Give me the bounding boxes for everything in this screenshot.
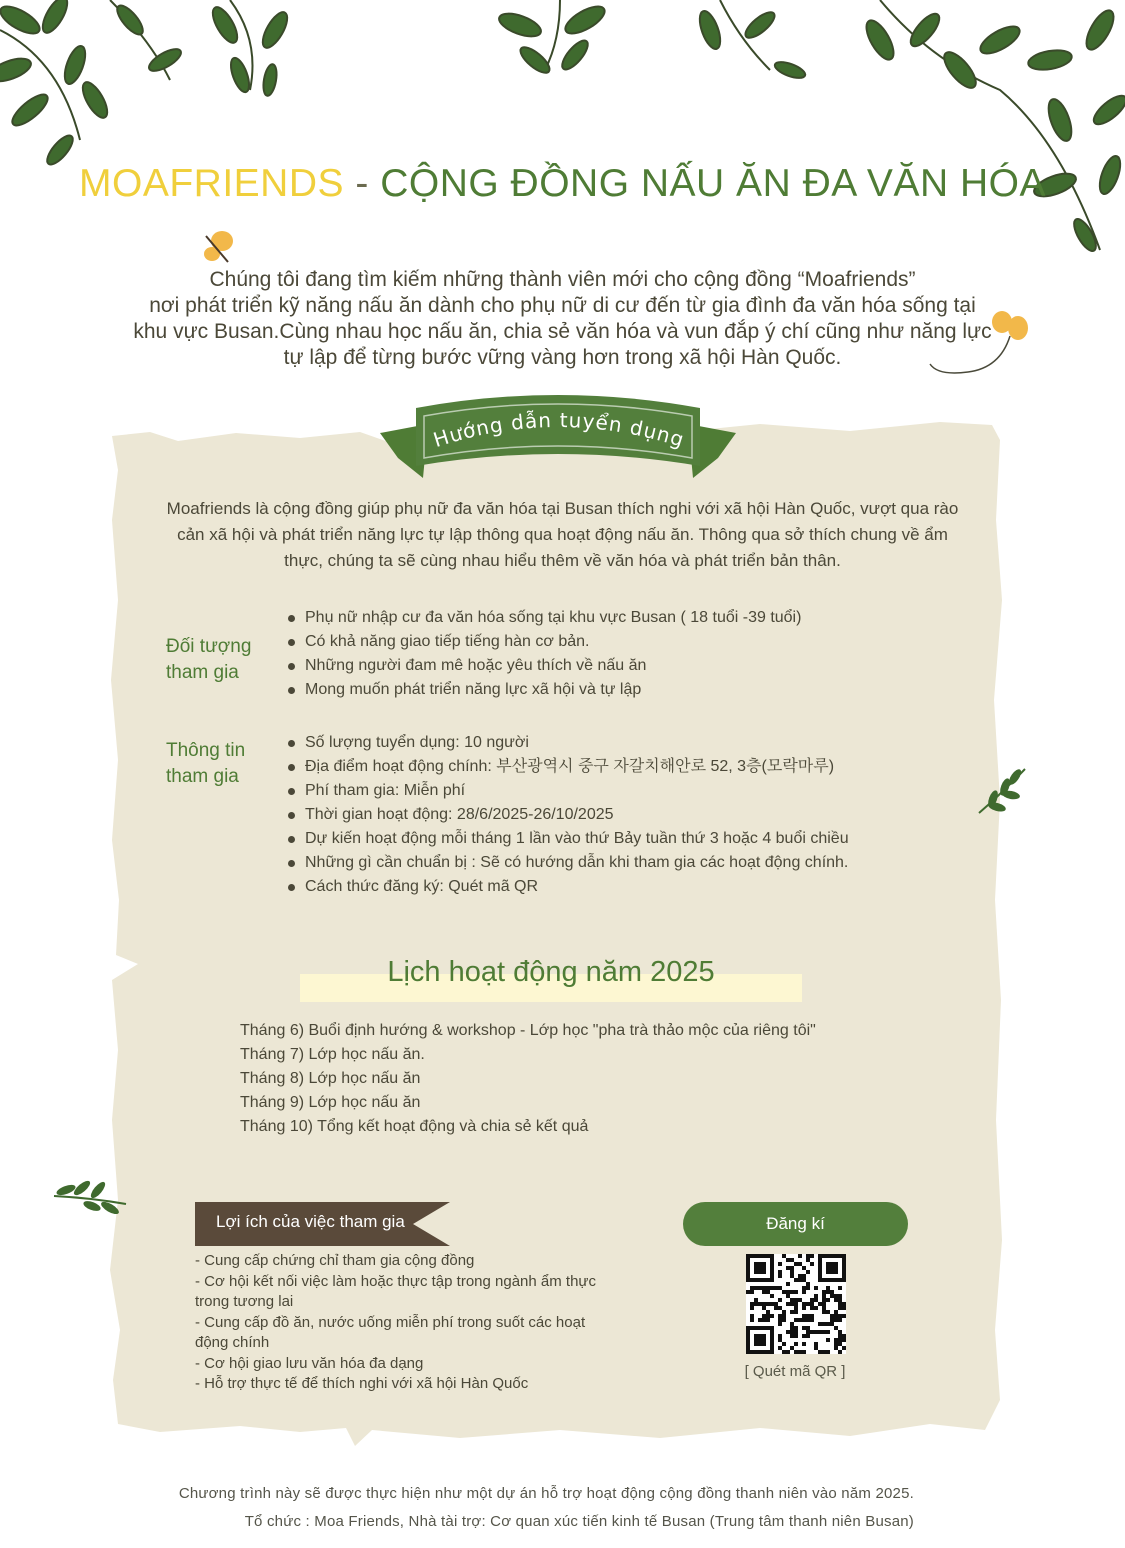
list-item: Số lượng tuyển dụng: 10 người: [285, 731, 849, 755]
intro-line: nơi phát triển kỹ năng nấu ăn dành cho phụ nữ di cư đến từ gia đình đa văn hóa sống tại: [149, 294, 976, 317]
footer-note: Chương trình này sẽ được thực hiện như một dự án hỗ trợ hoạt động cộng đồng thanh niên vào năm 2025.: [178, 1485, 914, 1502]
intro-line: khu vực Busan.Cùng nhau học nấu ăn, chia sẻ văn hóa và vun đắp ý chí cũng như năng lực: [133, 320, 992, 343]
footer-organizer: Tổ chức : Moa Friends, Nhà tài trợ: Cơ quan xúc tiến kinh tế Busan (Trung tâm thanh niên Busan): [244, 1513, 914, 1530]
benefit-line: trong tương lai: [195, 1293, 294, 1310]
leaf-sprig-icon: [52, 1178, 128, 1214]
schedule-list: [240, 1019, 816, 1139]
page-title: [0, 162, 1125, 206]
description-line: thực, chúng ta sẽ cùng nhau hiểu thêm về văn hóa và phát triển bản thân.: [284, 551, 841, 570]
eligibility-list: [285, 606, 801, 702]
recruitment-ribbon: [378, 388, 738, 483]
butterfly-icon: [198, 228, 238, 266]
list-item: Những gì cần chuẩn bị : Sẽ có hướng dẫn khi tham gia các hoạt động chính.: [285, 851, 849, 875]
benefit-line: - Cơ hội giao lưu văn hóa đa dạng: [195, 1354, 424, 1372]
list-item: Dự kiến hoạt động mỗi tháng 1 lần vào thứ Bảy tuần thứ 3 hoặc 4 buổi chiều: [285, 827, 849, 851]
qr-caption: [ Quét mã QR ]: [744, 1363, 846, 1380]
list-item: Thời gian hoạt động: 28/6/2025-26/10/2025: [285, 803, 849, 827]
benefits-label: Lợi ích của việc tham gia: [216, 1212, 405, 1231]
eligibility-label: [166, 634, 276, 686]
list-item: Địa điểm hoạt động chính: 부산광역시 중구 자갈치해안로 52, 3층(모락마루): [285, 755, 849, 779]
eligibility-label-line: tham gia: [166, 662, 239, 683]
benefit-line: - Hỗ trợ thực tế để thích nghi với xã hội Hàn Quốc: [195, 1375, 529, 1392]
eligibility-label-line: Đối tượng: [166, 636, 252, 657]
list-item: Cách thức đăng ký: Quét mã QR: [285, 875, 849, 899]
benefit-line: - Cung cấp đồ ăn, nước uống miễn phí trong suốt các hoạt: [195, 1313, 586, 1331]
intro-line: tự lập để từng bước vững vàng hơn trong xã hội Hàn Quốc.: [283, 346, 842, 369]
register-button[interactable]: Đăng kí: [683, 1202, 908, 1246]
description-line: cản xã hội và phát triển năng lực tự lập thông qua hoạt động nấu ăn. Thông qua sở thích chung về ẩm: [177, 525, 948, 544]
community-description: [150, 496, 975, 574]
list-item: Tháng 10) Tổng kết hoạt động và chia sẻ kết quả: [240, 1118, 589, 1135]
benefit-line: - Cơ hội kết nối việc làm hoặc thực tập trong ngành ẩm thực: [195, 1272, 596, 1290]
list-item: Mong muốn phát triển năng lực xã hội và tự lập: [285, 678, 801, 702]
leaf-sprig-icon: [975, 765, 1030, 817]
title-brand: MOAFRIENDS: [79, 162, 345, 205]
benefits-list: [195, 1251, 615, 1395]
schedule-title: Lịch hoạt động năm 2025: [387, 956, 715, 988]
list-item: Tháng 6) Buổi định hướng & workshop - Lớp học "pha trà thảo mộc của riêng tôi": [240, 1022, 816, 1039]
list-item: Phí tham gia: Miễn phí: [285, 779, 849, 803]
qr-code-icon[interactable]: [746, 1254, 846, 1354]
benefit-line: - Cung cấp chứng chỉ tham gia cộng đồng: [195, 1252, 475, 1269]
title-rest: CỘNG ĐỒNG NẤU ĂN ĐA VĂN HÓA: [380, 162, 1046, 205]
description-line: Moafriends là cộng đồng giúp phụ nữ đa văn hóa tại Busan thích nghi với xã hội Hàn Quốc, vượt qua rào: [166, 499, 959, 518]
info-list: [285, 731, 849, 899]
intro-line: Chúng tôi đang tìm kiếm những thành viên mới cho cộng đồng “Moafriends”: [209, 268, 916, 291]
intro-paragraph: [120, 267, 1005, 371]
list-item: Có khả năng giao tiếp tiếng hàn cơ bản.: [285, 630, 801, 654]
title-dash: -: [344, 162, 381, 205]
list-item: Tháng 9) Lớp học nấu ăn: [240, 1094, 421, 1111]
info-label-line: tham gia: [166, 766, 239, 787]
benefit-line: động chính: [195, 1334, 270, 1351]
ribbon-label: Hướng dẫn tuyển dụng: [430, 407, 688, 452]
info-label-line: Thông tin: [166, 740, 246, 761]
list-item: Những người đam mê hoặc yêu thích về nấu ăn: [285, 654, 801, 678]
leaf-border-decoration: [0, 0, 1125, 270]
list-item: Tháng 8) Lớp học nấu ăn: [240, 1070, 421, 1087]
list-item: Phụ nữ nhập cư đa văn hóa sống tại khu vực Busan ( 18 tuổi -39 tuổi): [285, 606, 801, 630]
info-label: [166, 738, 276, 790]
list-item: Tháng 7) Lớp học nấu ăn.: [240, 1046, 425, 1063]
